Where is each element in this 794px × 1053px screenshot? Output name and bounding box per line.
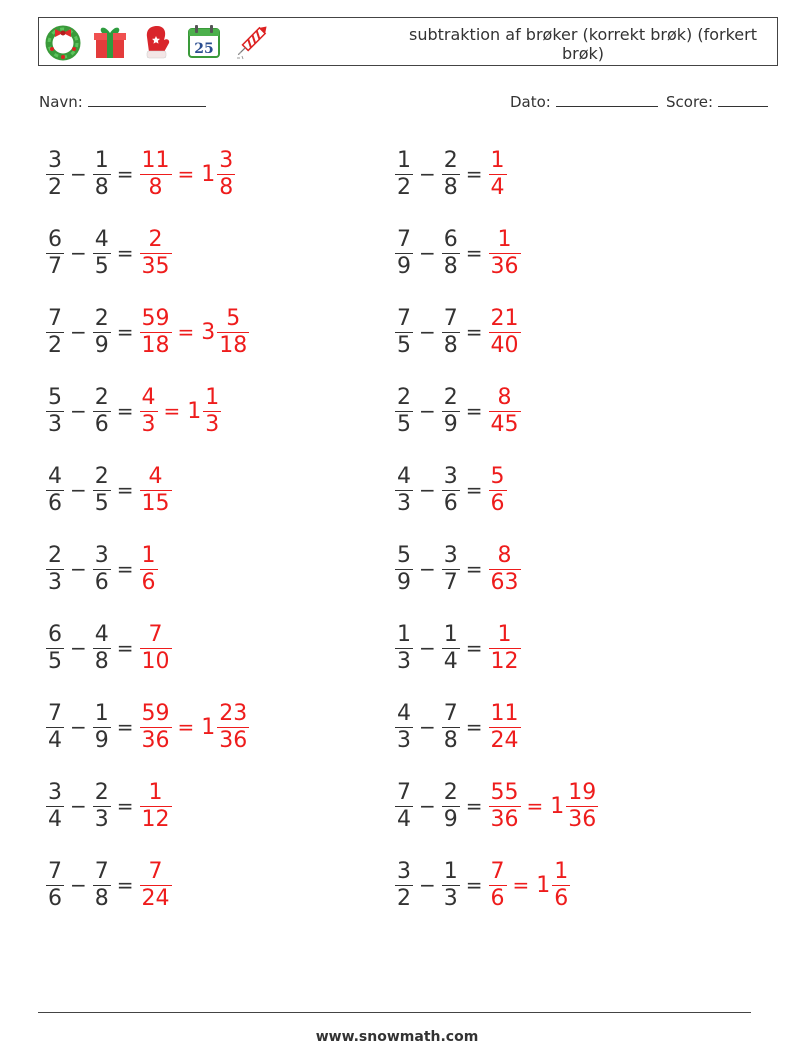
minus-sign: − xyxy=(70,478,87,502)
minuend-fraction-numerator: 1 xyxy=(397,147,411,173)
equals-sign: = xyxy=(465,715,483,739)
subtrahend-fraction xyxy=(93,306,111,359)
name-label: Navn: xyxy=(39,93,83,111)
minus-sign: − xyxy=(419,794,436,818)
minuend-fraction xyxy=(395,780,413,833)
mixed-whole: 1 xyxy=(187,398,202,424)
problem-row xyxy=(393,143,509,205)
date-field xyxy=(510,92,658,111)
equals-sign: = xyxy=(116,478,134,502)
minuend-fraction-denominator: 4 xyxy=(48,806,62,832)
problem-row xyxy=(44,222,174,284)
minuend-fraction-numerator: 6 xyxy=(48,621,62,647)
subtrahend-fraction-denominator: 9 xyxy=(443,411,458,437)
problem-row xyxy=(44,301,251,363)
subtrahend-fraction-denominator: 8 xyxy=(443,174,458,200)
problem-row xyxy=(393,617,523,679)
minuend-fraction-denominator: 3 xyxy=(397,648,411,674)
minuend-fraction xyxy=(395,227,413,280)
answer-fraction-denominator: 4 xyxy=(490,174,505,200)
answer-fraction-numerator: 11 xyxy=(490,700,519,726)
mixed-fraction-denominator: 3 xyxy=(205,411,220,437)
subtrahend-fraction xyxy=(442,543,460,596)
minuend-fraction xyxy=(395,306,413,359)
subtrahend-fraction-numerator: 3 xyxy=(443,463,458,489)
minuend-fraction-denominator: 6 xyxy=(48,885,62,911)
subtrahend-fraction xyxy=(93,859,111,912)
subtrahend-fraction xyxy=(442,780,460,833)
subtrahend-fraction-denominator: 8 xyxy=(443,253,458,279)
equals-sign: = xyxy=(465,636,483,660)
equals-sign: = xyxy=(465,320,483,344)
answer-fraction xyxy=(140,543,158,596)
minuend-fraction xyxy=(395,464,413,517)
subtrahend-fraction-numerator: 7 xyxy=(94,858,109,884)
subtrahend-fraction-numerator: 3 xyxy=(94,542,109,568)
answer-fraction-numerator: 8 xyxy=(497,384,512,410)
minuend-fraction-numerator: 3 xyxy=(48,147,62,173)
subtrahend-fraction-numerator: 2 xyxy=(94,305,109,331)
subtrahend-fraction-numerator: 7 xyxy=(443,700,458,726)
answer-fraction xyxy=(140,148,172,201)
minuend-fraction-denominator: 9 xyxy=(397,569,411,595)
equals-sign-mixed: = xyxy=(177,162,195,186)
subtrahend-fraction-numerator: 2 xyxy=(443,779,458,805)
subtrahend-fraction-numerator: 1 xyxy=(94,700,109,726)
score-field xyxy=(666,92,768,111)
subtrahend-fraction-denominator: 6 xyxy=(94,411,109,437)
date-blank[interactable] xyxy=(556,92,658,107)
mixed-fraction-denominator: 6 xyxy=(554,885,569,911)
problem-row xyxy=(393,775,600,837)
footer-url: www.snowmath.com xyxy=(315,1029,479,1045)
minus-sign: − xyxy=(419,478,436,502)
subtrahend-fraction-denominator: 5 xyxy=(94,253,109,279)
minuend-fraction xyxy=(46,227,64,280)
minuend-fraction-numerator: 3 xyxy=(397,858,411,884)
answer-fraction-denominator: 24 xyxy=(490,727,519,753)
mixed-fraction-numerator: 3 xyxy=(219,147,234,173)
minuend-fraction xyxy=(395,543,413,596)
answer-fraction-denominator: 3 xyxy=(141,411,156,437)
mixed-fraction-numerator: 1 xyxy=(205,384,220,410)
answer-fraction xyxy=(489,622,521,675)
answer-fraction-denominator: 36 xyxy=(490,806,519,832)
minuend-fraction-numerator: 4 xyxy=(397,463,411,489)
answer-fraction xyxy=(140,701,172,754)
minuend-fraction-numerator: 5 xyxy=(48,384,62,410)
mixed-fraction xyxy=(566,780,598,833)
mixed-fraction xyxy=(217,701,249,754)
minuend-fraction-denominator: 4 xyxy=(48,727,62,753)
minus-sign: − xyxy=(70,399,87,423)
answer-fraction xyxy=(489,859,507,912)
header-icons xyxy=(43,22,271,62)
mixed-whole: 1 xyxy=(201,161,216,187)
minuend-fraction-denominator: 2 xyxy=(397,174,411,200)
date-label: Dato: xyxy=(510,93,551,111)
minuend-fraction xyxy=(46,385,64,438)
minus-sign: − xyxy=(70,162,87,186)
minus-sign: − xyxy=(70,794,87,818)
minuend-fraction xyxy=(46,622,64,675)
score-blank[interactable] xyxy=(718,92,768,107)
problem-row xyxy=(393,854,572,916)
minuend-fraction-denominator: 7 xyxy=(48,253,62,279)
equals-sign: = xyxy=(116,557,134,581)
minuend-fraction-denominator: 5 xyxy=(397,411,411,437)
subtrahend-fraction-numerator: 2 xyxy=(443,384,458,410)
minuend-fraction-denominator: 3 xyxy=(48,569,62,595)
minuend-fraction xyxy=(46,306,64,359)
minuend-fraction-numerator: 1 xyxy=(397,621,411,647)
mixed-fraction-numerator: 19 xyxy=(568,779,597,805)
gift-icon xyxy=(90,22,130,62)
minuend-fraction-denominator: 9 xyxy=(397,253,411,279)
answer-fraction-denominator: 6 xyxy=(490,490,505,516)
answer-fraction-denominator: 18 xyxy=(141,332,170,358)
answer-fraction-numerator: 7 xyxy=(148,621,163,647)
minuend-fraction xyxy=(46,148,64,201)
equals-sign-mixed: = xyxy=(512,873,530,897)
answer-fraction xyxy=(140,385,158,438)
subtrahend-fraction-denominator: 8 xyxy=(443,332,458,358)
answer-fraction-numerator: 55 xyxy=(490,779,519,805)
answer-fraction-denominator: 36 xyxy=(490,253,519,279)
answer-fraction-denominator: 63 xyxy=(490,569,519,595)
minuend-fraction-numerator: 2 xyxy=(397,384,411,410)
score-label: Score: xyxy=(666,93,714,111)
answer-fraction-numerator: 1 xyxy=(497,621,512,647)
worksheet-header xyxy=(38,17,778,66)
problem-row xyxy=(44,143,237,205)
subtrahend-fraction-numerator: 7 xyxy=(443,305,458,331)
equals-sign: = xyxy=(116,636,134,660)
minuend-fraction xyxy=(395,385,413,438)
answer-fraction-denominator: 15 xyxy=(141,490,170,516)
subtrahend-fraction xyxy=(442,385,460,438)
mixed-fraction-denominator: 36 xyxy=(568,806,597,832)
subtrahend-fraction xyxy=(442,701,460,754)
subtrahend-fraction-numerator: 1 xyxy=(94,147,109,173)
answer-fraction xyxy=(140,464,172,517)
problem-row xyxy=(393,459,509,521)
answer-fraction-denominator: 6 xyxy=(490,885,505,911)
answer-fraction-numerator: 4 xyxy=(148,463,163,489)
problem-row xyxy=(393,222,523,284)
subtrahend-fraction xyxy=(442,306,460,359)
minuend-fraction-numerator: 4 xyxy=(397,700,411,726)
problem-row xyxy=(44,775,174,837)
problem-row xyxy=(44,854,174,916)
mixed-fraction-numerator: 1 xyxy=(554,858,569,884)
problem-row xyxy=(44,617,174,679)
equals-sign: = xyxy=(465,241,483,265)
minuend-fraction-numerator: 7 xyxy=(397,779,411,805)
firework-rocket-icon xyxy=(231,22,271,62)
mixed-fraction-numerator: 5 xyxy=(226,305,241,331)
subtrahend-fraction-denominator: 8 xyxy=(94,648,109,674)
answer-fraction-denominator: 10 xyxy=(141,648,170,674)
answer-fraction-numerator: 5 xyxy=(490,463,505,489)
subtrahend-fraction-denominator: 9 xyxy=(443,806,458,832)
subtrahend-fraction-denominator: 7 xyxy=(443,569,458,595)
answer-fraction-denominator: 12 xyxy=(141,806,170,832)
equals-sign: = xyxy=(465,557,483,581)
footer-divider xyxy=(38,1012,751,1013)
minuend-fraction-numerator: 4 xyxy=(48,463,62,489)
equals-sign: = xyxy=(116,873,134,897)
minus-sign: − xyxy=(419,399,436,423)
subtrahend-fraction xyxy=(93,543,111,596)
subtrahend-fraction xyxy=(93,464,111,517)
answer-fraction-numerator: 59 xyxy=(141,700,170,726)
subtrahend-fraction-numerator: 2 xyxy=(94,384,109,410)
equals-sign: = xyxy=(465,399,483,423)
subtrahend-fraction-numerator: 2 xyxy=(443,147,458,173)
minuend-fraction-denominator: 3 xyxy=(48,411,62,437)
problem-row xyxy=(393,696,523,758)
subtrahend-fraction xyxy=(442,227,460,280)
minuend-fraction-numerator: 2 xyxy=(48,542,62,568)
minuend-fraction xyxy=(46,701,64,754)
subtrahend-fraction-denominator: 5 xyxy=(94,490,109,516)
minuend-fraction-denominator: 6 xyxy=(48,490,62,516)
problem-row xyxy=(393,301,523,363)
minuend-fraction-denominator: 5 xyxy=(397,332,411,358)
mixed-whole: 1 xyxy=(536,872,551,898)
problem-row xyxy=(44,538,160,600)
minus-sign: − xyxy=(419,557,436,581)
answer-fraction xyxy=(140,622,172,675)
answer-fraction-denominator: 45 xyxy=(490,411,519,437)
equals-sign: = xyxy=(116,715,134,739)
minuend-fraction-numerator: 7 xyxy=(48,305,62,331)
minuend-fraction xyxy=(395,622,413,675)
answer-fraction-numerator: 7 xyxy=(490,858,505,884)
answer-fraction-numerator: 4 xyxy=(141,384,156,410)
equals-sign: = xyxy=(116,399,134,423)
calendar-day: 25 xyxy=(194,41,214,57)
subtrahend-fraction xyxy=(442,859,460,912)
answer-fraction-numerator: 1 xyxy=(490,147,505,173)
answer-fraction xyxy=(489,464,507,517)
equals-sign: = xyxy=(465,162,483,186)
answer-fraction-numerator: 1 xyxy=(497,226,512,252)
mixed-whole: 1 xyxy=(550,793,565,819)
equals-sign: = xyxy=(116,241,134,265)
problem-row xyxy=(44,459,174,521)
answer-fraction xyxy=(489,306,521,359)
answer-fraction-denominator: 35 xyxy=(141,253,170,279)
subtrahend-fraction-numerator: 2 xyxy=(94,463,109,489)
minus-sign: − xyxy=(419,636,436,660)
answer-fraction-denominator: 12 xyxy=(490,648,519,674)
minuend-fraction-numerator: 7 xyxy=(397,226,411,252)
answer-fraction-numerator: 2 xyxy=(148,226,163,252)
answer-fraction-numerator: 59 xyxy=(141,305,170,331)
subtrahend-fraction-denominator: 9 xyxy=(94,332,109,358)
subtrahend-fraction-denominator: 8 xyxy=(443,727,458,753)
answer-fraction-denominator: 6 xyxy=(141,569,156,595)
minuend-fraction-numerator: 5 xyxy=(397,542,411,568)
minuend-fraction-numerator: 6 xyxy=(48,226,62,252)
subtrahend-fraction-denominator: 8 xyxy=(94,174,109,200)
subtrahend-fraction-denominator: 6 xyxy=(443,490,458,516)
subtrahend-fraction-numerator: 1 xyxy=(443,858,458,884)
minuend-fraction xyxy=(395,859,413,912)
mixed-fraction-numerator: 23 xyxy=(219,700,248,726)
answer-fraction-numerator: 1 xyxy=(141,542,156,568)
minuend-fraction-denominator: 3 xyxy=(397,727,411,753)
answer-fraction xyxy=(489,148,507,201)
equals-sign: = xyxy=(465,478,483,502)
subtrahend-fraction-numerator: 6 xyxy=(443,226,458,252)
mixed-fraction-denominator: 8 xyxy=(219,174,234,200)
problem-row xyxy=(393,538,523,600)
mixed-fraction xyxy=(552,859,570,912)
name-field xyxy=(39,92,206,111)
minuend-fraction-denominator: 2 xyxy=(48,174,62,200)
subtrahend-fraction-denominator: 6 xyxy=(94,569,109,595)
subtrahend-fraction-numerator: 4 xyxy=(94,226,109,252)
answer-fraction xyxy=(140,306,172,359)
answer-fraction-numerator: 1 xyxy=(148,779,163,805)
equals-sign: = xyxy=(465,873,483,897)
mixed-fraction-denominator: 18 xyxy=(219,332,248,358)
subtrahend-fraction-numerator: 4 xyxy=(94,621,109,647)
answer-fraction-numerator: 21 xyxy=(490,305,519,331)
minuend-fraction-denominator: 4 xyxy=(397,806,411,832)
name-blank[interactable] xyxy=(88,92,206,107)
minus-sign: − xyxy=(70,715,87,739)
mixed-fraction-denominator: 36 xyxy=(219,727,248,753)
mixed-whole: 1 xyxy=(201,714,216,740)
answer-fraction-denominator: 24 xyxy=(141,885,170,911)
wreath-icon xyxy=(43,22,83,62)
mixed-whole: 3 xyxy=(201,319,216,345)
subtrahend-fraction xyxy=(93,622,111,675)
subtrahend-fraction-denominator: 3 xyxy=(443,885,458,911)
minus-sign: − xyxy=(70,873,87,897)
subtrahend-fraction-denominator: 3 xyxy=(94,806,109,832)
subtrahend-fraction xyxy=(93,148,111,201)
minus-sign: − xyxy=(419,873,436,897)
subtrahend-fraction-denominator: 4 xyxy=(443,648,458,674)
minuend-fraction-denominator: 5 xyxy=(48,648,62,674)
worksheet-title: subtraktion af brøker (korrekt brøk) (forkert brøk) xyxy=(408,25,757,63)
answer-fraction-denominator: 36 xyxy=(141,727,170,753)
minus-sign: − xyxy=(70,241,87,265)
equals-sign-mixed: = xyxy=(177,320,195,344)
answer-fraction-numerator: 8 xyxy=(497,542,512,568)
equals-sign: = xyxy=(465,794,483,818)
subtrahend-fraction-numerator: 1 xyxy=(443,621,458,647)
answer-fraction xyxy=(489,385,521,438)
minus-sign: − xyxy=(419,162,436,186)
minuend-fraction xyxy=(395,701,413,754)
answer-fraction xyxy=(140,780,172,833)
minus-sign: − xyxy=(419,715,436,739)
mixed-fraction xyxy=(217,306,249,359)
equals-sign-mixed: = xyxy=(177,715,195,739)
minus-sign: − xyxy=(70,557,87,581)
answer-fraction-numerator: 11 xyxy=(141,147,170,173)
answer-fraction xyxy=(489,701,521,754)
problem-row xyxy=(44,696,251,758)
subtrahend-fraction-numerator: 3 xyxy=(443,542,458,568)
minuend-fraction-numerator: 3 xyxy=(48,779,62,805)
answer-fraction-denominator: 8 xyxy=(148,174,163,200)
minuend-fraction xyxy=(46,464,64,517)
equals-sign-mixed: = xyxy=(163,399,181,423)
equals-sign: = xyxy=(116,320,134,344)
minuend-fraction-numerator: 7 xyxy=(397,305,411,331)
minus-sign: − xyxy=(419,320,436,344)
subtrahend-fraction xyxy=(93,227,111,280)
minuend-fraction-numerator: 7 xyxy=(48,700,62,726)
calendar-icon xyxy=(184,22,224,62)
minuend-fraction xyxy=(395,148,413,201)
mitten-icon xyxy=(137,22,177,62)
minuend-fraction-denominator: 2 xyxy=(397,885,411,911)
minus-sign: − xyxy=(70,320,87,344)
minus-sign: − xyxy=(70,636,87,660)
minuend-fraction-numerator: 7 xyxy=(48,858,62,884)
equals-sign: = xyxy=(116,162,134,186)
answer-fraction xyxy=(489,780,521,833)
subtrahend-fraction-denominator: 8 xyxy=(94,885,109,911)
subtrahend-fraction-numerator: 2 xyxy=(94,779,109,805)
subtrahend-fraction xyxy=(442,464,460,517)
minus-sign: − xyxy=(419,241,436,265)
answer-fraction-numerator: 7 xyxy=(148,858,163,884)
mixed-fraction xyxy=(217,148,235,201)
subtrahend-fraction xyxy=(93,701,111,754)
answer-fraction xyxy=(489,227,521,280)
answer-fraction xyxy=(489,543,521,596)
problem-row xyxy=(44,380,223,442)
answer-fraction xyxy=(140,859,172,912)
subtrahend-fraction xyxy=(442,148,460,201)
mixed-fraction xyxy=(203,385,221,438)
subtrahend-fraction xyxy=(442,622,460,675)
problem-row xyxy=(393,380,523,442)
subtrahend-fraction-denominator: 9 xyxy=(94,727,109,753)
subtrahend-fraction xyxy=(93,385,111,438)
minuend-fraction xyxy=(46,859,64,912)
equals-sign-mixed: = xyxy=(526,794,544,818)
answer-fraction xyxy=(140,227,172,280)
subtrahend-fraction xyxy=(93,780,111,833)
minuend-fraction-denominator: 3 xyxy=(397,490,411,516)
minuend-fraction xyxy=(46,543,64,596)
minuend-fraction xyxy=(46,780,64,833)
minuend-fraction-denominator: 2 xyxy=(48,332,62,358)
equals-sign: = xyxy=(116,794,134,818)
answer-fraction-denominator: 40 xyxy=(490,332,519,358)
